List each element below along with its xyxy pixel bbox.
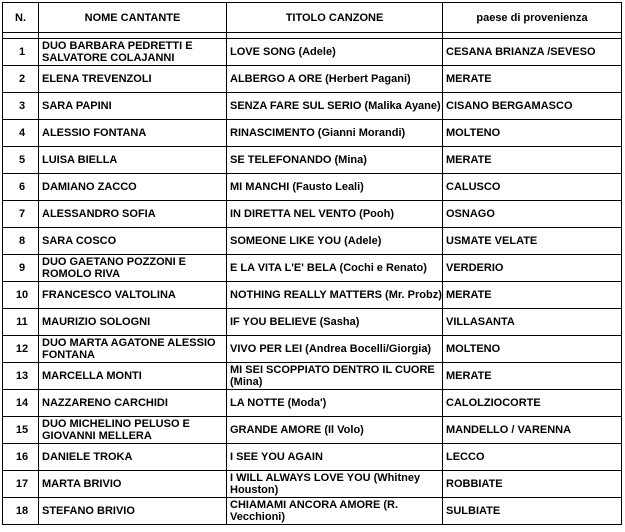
- row-number-cell: 5: [3, 147, 39, 174]
- row-number-cell: 13: [3, 363, 39, 390]
- row-number-cell: 11: [3, 309, 39, 336]
- table-row: [3, 93, 622, 120]
- row-number-cell: 2: [3, 66, 39, 93]
- song-title-cell: ALBERGO A ORE (Herbert Pagani): [227, 66, 443, 93]
- table-row: [3, 255, 622, 282]
- origin-town-cell: MERATE: [443, 66, 622, 93]
- origin-town-cell: MERATE: [443, 363, 622, 390]
- song-title-cell: VIVO PER LEI (Andrea Bocelli/Giorgia): [227, 336, 443, 363]
- song-title-cell: RINASCIMENTO (Gianni Morandi): [227, 120, 443, 147]
- origin-town-cell: MOLTENO: [443, 336, 622, 363]
- song-title-cell: LA NOTTE (Moda'): [227, 390, 443, 417]
- row-number-cell: 4: [3, 120, 39, 147]
- origin-town-cell: CALUSCO: [443, 174, 622, 201]
- table-row: [3, 228, 622, 255]
- row-number-cell: 1: [3, 39, 39, 66]
- singer-name-cell: STEFANO BRIVIO: [39, 498, 227, 525]
- origin-town-cell: CISANO BERGAMASCO: [443, 93, 622, 120]
- song-title-cell: SOMEONE LIKE YOU (Adele): [227, 228, 443, 255]
- singer-name-cell: NAZZARENO CARCHIDI: [39, 390, 227, 417]
- origin-town-cell: VERDERIO: [443, 255, 622, 282]
- singer-name-cell: MARCELLA MONTI: [39, 363, 227, 390]
- origin-town-cell: MERATE: [443, 282, 622, 309]
- table-row: [3, 498, 622, 525]
- row-number-cell: 3: [3, 93, 39, 120]
- origin-town-cell: CESANA BRIANZA /SEVESO: [443, 39, 622, 66]
- table-row: [3, 336, 622, 363]
- row-number-cell: 16: [3, 444, 39, 471]
- singer-name-cell: ALESSANDRO SOFIA: [39, 201, 227, 228]
- singer-name-cell: ALESSIO FONTANA: [39, 120, 227, 147]
- table-row: [3, 363, 622, 390]
- song-title-cell: IN DIRETTA NEL VENTO (Pooh): [227, 201, 443, 228]
- song-title-cell: IF YOU BELIEVE (Sasha): [227, 309, 443, 336]
- row-number-cell: 14: [3, 390, 39, 417]
- header-origin: paese di provenienza: [443, 3, 622, 33]
- row-number-cell: 12: [3, 336, 39, 363]
- singer-name-cell: DUO MARTA AGATONE ALESSIO FONTANA: [39, 336, 227, 363]
- table-row: [3, 39, 622, 66]
- song-title-cell: I WILL ALWAYS LOVE YOU (Whitney Houston): [227, 471, 443, 498]
- table-row: [3, 282, 622, 309]
- header-num: N.: [3, 3, 39, 33]
- row-number-cell: 7: [3, 201, 39, 228]
- origin-town-cell: SULBIATE: [443, 498, 622, 525]
- singer-name-cell: DUO MICHELINO PELUSO E GIOVANNI MELLERA: [39, 417, 227, 444]
- singer-name-cell: DANIELE TROKA: [39, 444, 227, 471]
- table-row: [3, 390, 622, 417]
- song-title-cell: E LA VITA L'E' BELA (Cochi e Renato): [227, 255, 443, 282]
- singer-name-cell: DUO GAETANO POZZONI E ROMOLO RIVA: [39, 255, 227, 282]
- table-row: [3, 444, 622, 471]
- origin-town-cell: MERATE: [443, 147, 622, 174]
- singer-name-cell: SARA COSCO: [39, 228, 227, 255]
- row-number-cell: 6: [3, 174, 39, 201]
- song-title-cell: I SEE YOU AGAIN: [227, 444, 443, 471]
- row-number-cell: 17: [3, 471, 39, 498]
- row-number-cell: 8: [3, 228, 39, 255]
- row-number-cell: 9: [3, 255, 39, 282]
- song-title-cell: NOTHING REALLY MATTERS (Mr. Probz): [227, 282, 443, 309]
- singer-name-cell: MARTA BRIVIO: [39, 471, 227, 498]
- song-title-cell: SE TELEFONANDO (Mina): [227, 147, 443, 174]
- origin-town-cell: VILLASANTA: [443, 309, 622, 336]
- song-title-cell: MI SEI SCOPPIATO DENTRO IL CUORE (Mina): [227, 363, 443, 390]
- table-row: [3, 174, 622, 201]
- row-number-cell: 18: [3, 498, 39, 525]
- origin-town-cell: CALOLZIOCORTE: [443, 390, 622, 417]
- singer-name-cell: DAMIANO ZACCO: [39, 174, 227, 201]
- table-row: [3, 471, 622, 498]
- origin-town-cell: MANDELLO / VARENNA: [443, 417, 622, 444]
- header-song: TITOLO CANZONE: [227, 3, 443, 33]
- table-row: [3, 66, 622, 93]
- header-singer: NOME CANTANTE: [39, 3, 227, 33]
- origin-town-cell: USMATE VELATE: [443, 228, 622, 255]
- song-title-cell: MI MANCHI (Fausto Leali): [227, 174, 443, 201]
- singer-name-cell: DUO BARBARA PEDRETTI E SALVATORE COLAJANNI: [39, 39, 227, 66]
- singer-name-cell: FRANCESCO VALTOLINA: [39, 282, 227, 309]
- song-title-cell: LOVE SONG (Adele): [227, 39, 443, 66]
- table-row: [3, 201, 622, 228]
- table-header-row: [3, 3, 622, 33]
- singer-name-cell: ELENA TREVENZOLI: [39, 66, 227, 93]
- origin-town-cell: MOLTENO: [443, 120, 622, 147]
- singer-name-cell: SARA PAPINI: [39, 93, 227, 120]
- table-row: [3, 417, 622, 444]
- singer-name-cell: LUISA BIELLA: [39, 147, 227, 174]
- singers-table: [2, 2, 622, 525]
- song-title-cell: SENZA FARE SUL SERIO (Malika Ayane): [227, 93, 443, 120]
- song-title-cell: CHIAMAMI ANCORA AMORE (R. Vecchioni): [227, 498, 443, 525]
- origin-town-cell: ROBBIATE: [443, 471, 622, 498]
- song-title-cell: GRANDE AMORE (Il Volo): [227, 417, 443, 444]
- table-body: [3, 39, 622, 525]
- row-number-cell: 15: [3, 417, 39, 444]
- table-row: [3, 147, 622, 174]
- origin-town-cell: LECCO: [443, 444, 622, 471]
- table-row: [3, 309, 622, 336]
- origin-town-cell: OSNAGO: [443, 201, 622, 228]
- row-number-cell: 10: [3, 282, 39, 309]
- singer-name-cell: MAURIZIO SOLOGNI: [39, 309, 227, 336]
- table-row: [3, 120, 622, 147]
